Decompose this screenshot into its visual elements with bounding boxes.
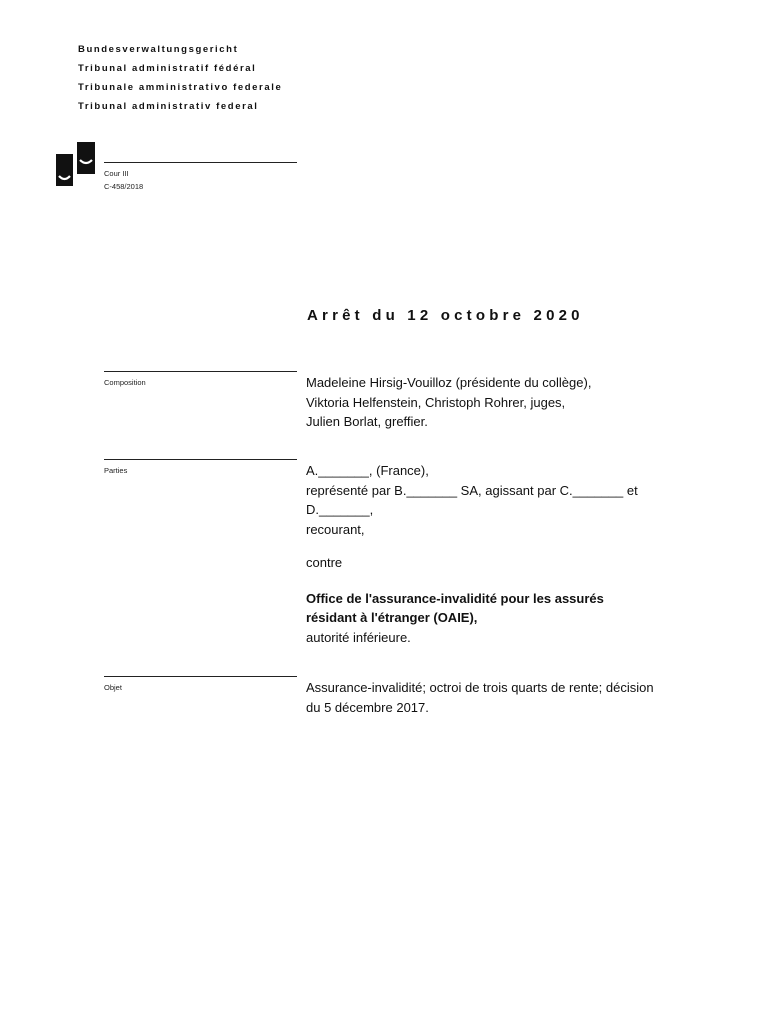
court-name-de: Bundesverwaltungsgericht xyxy=(78,44,239,55)
court-names xyxy=(78,40,282,116)
composition-section-label xyxy=(104,371,297,389)
objet-label: Objet xyxy=(104,683,122,692)
appellant-line: recourant, xyxy=(306,521,365,537)
objet-line: Assurance-invalidité; octroi de trois quarts de rente; décision xyxy=(306,680,654,695)
appellant-line: représenté par B._______ SA, agissant par C._______ et xyxy=(306,482,638,498)
parties-label: Parties xyxy=(104,466,128,475)
composition-line: Viktoria Helfenstein, Christoph Rohrer, juges, xyxy=(306,394,566,410)
composition-text xyxy=(306,373,706,432)
objet-section-label xyxy=(104,676,297,694)
court-name-it: Tribunale amministrativo federale xyxy=(78,82,283,93)
appellant-line: A._______, (France), xyxy=(306,463,429,478)
page-title: Arrêt du 12 octobre 2020 xyxy=(307,307,584,324)
composition-divider xyxy=(104,371,297,372)
composition-line: Madeleine Hirsig-Vouilloz (présidente du collège), xyxy=(306,375,592,390)
objet-divider xyxy=(104,676,297,677)
appellant-line: D._______, xyxy=(306,502,374,517)
court-logo-icon xyxy=(56,142,96,186)
case-number: C-458/2018 xyxy=(104,182,144,191)
division-label: Cour III xyxy=(104,169,129,178)
authority-name-line: résidant à l'étranger (OAIE), xyxy=(306,610,478,625)
parties-divider xyxy=(104,459,297,460)
composition-label: Composition xyxy=(104,378,146,387)
authority-role: autorité inférieure. xyxy=(306,629,411,645)
parties-text xyxy=(306,461,706,647)
header-block xyxy=(104,162,297,193)
court-name-fr: Tribunal administratif fédéral xyxy=(78,63,257,74)
objet-line: du 5 décembre 2017. xyxy=(306,699,429,715)
contre-text: contre xyxy=(306,555,343,570)
header-divider xyxy=(104,162,297,163)
authority-name-line: Office de l'assurance-invalidité pour les assurés xyxy=(306,590,604,606)
composition-line: Julien Borlat, greffier. xyxy=(306,414,428,429)
parties-section-label xyxy=(104,459,297,477)
objet-text xyxy=(306,678,706,717)
court-name-rm: Tribunal administrativ federal xyxy=(78,101,259,112)
